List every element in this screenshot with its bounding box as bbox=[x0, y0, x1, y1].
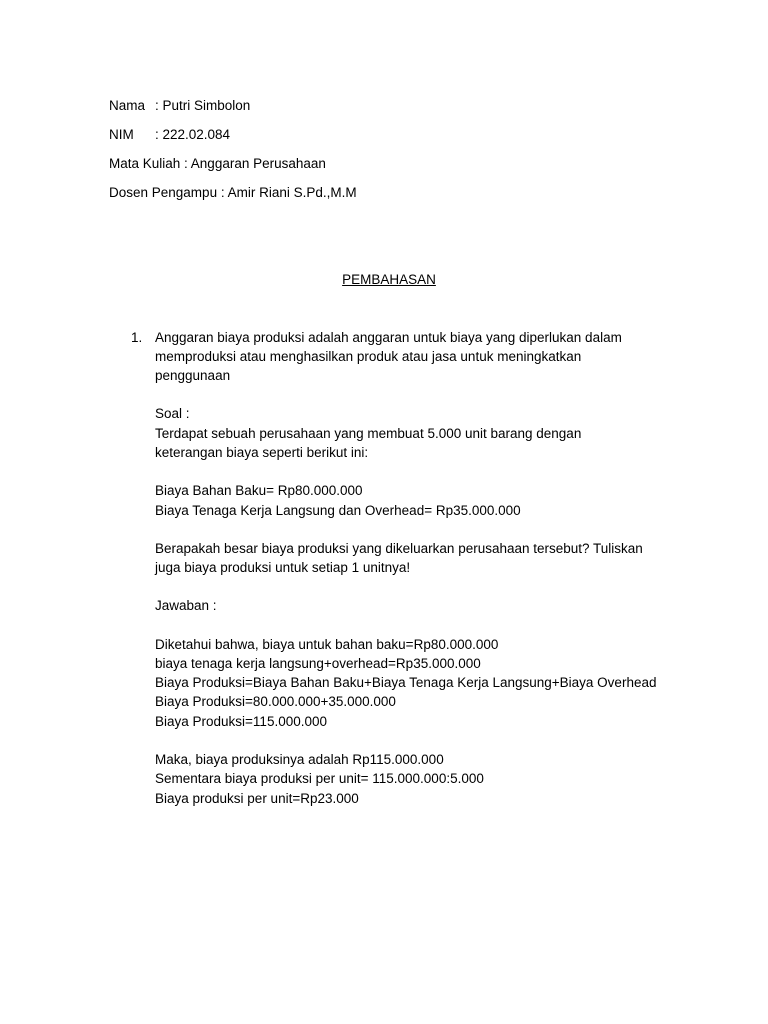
kesimpulan-line: Sementara biaya produksi per unit= 115.000.000:5.000 bbox=[155, 771, 484, 786]
header-mata-kuliah: Mata Kuliah : Anggaran Perusahaan bbox=[109, 156, 326, 171]
pertanyaan-line: juga biaya produksi untuk setiap 1 unitnya! bbox=[155, 560, 411, 575]
pertanyaan-line: Berapakah besar biaya produksi yang dikeluarkan perusahaan tersebut? Tuliskan bbox=[155, 541, 643, 556]
diketahui-line: Biaya Produksi=115.000.000 bbox=[155, 714, 327, 729]
header-nim bbox=[109, 125, 230, 144]
diketahui-line: Diketahui bahwa, biaya untuk bahan baku=Rp80.000.000 bbox=[155, 637, 499, 652]
definition-line: Anggaran biaya produksi adalah anggaran untuk biaya yang diperlukan dalam bbox=[155, 330, 622, 345]
soal-label: Soal : bbox=[155, 406, 190, 421]
definition-line: memproduksi atau menghasilkan produk atau jasa untuk meningkatkan bbox=[155, 349, 582, 364]
nim-label: NIM bbox=[109, 127, 134, 142]
list-number: 1. bbox=[131, 330, 143, 345]
biaya-line: Biaya Bahan Baku= Rp80.000.000 bbox=[155, 483, 363, 498]
header-dosen: Dosen Pengampu : Amir Riani S.Pd.,M.M bbox=[109, 185, 357, 200]
section-title: PEMBAHASAN bbox=[342, 272, 436, 287]
diketahui-line: Biaya Produksi=80.000.000+35.000.000 bbox=[155, 694, 396, 709]
nama-label: Nama bbox=[109, 98, 146, 113]
soal-line: keterangan biaya seperti berikut ini: bbox=[155, 445, 369, 460]
diketahui-line: biaya tenaga kerja langsung+overhead=Rp35.000.000 bbox=[155, 656, 481, 671]
header-nama bbox=[109, 96, 250, 115]
jawaban-label: Jawaban : bbox=[155, 598, 217, 613]
soal-line: Terdapat sebuah perusahaan yang membuat 5.000 unit barang dengan bbox=[155, 426, 582, 441]
kesimpulan-line: Biaya produksi per unit=Rp23.000 bbox=[155, 791, 359, 806]
diketahui-line: Biaya Produksi=Biaya Bahan Baku+Biaya Tenaga Kerja Langsung+Biaya Overhead bbox=[155, 675, 657, 690]
nim-value: : 222.02.084 bbox=[155, 127, 231, 142]
nama-value: : Putri Simbolon bbox=[155, 98, 251, 113]
biaya-line: Biaya Tenaga Kerja Langsung dan Overhead= Rp35.000.000 bbox=[155, 503, 521, 518]
kesimpulan-line: Maka, biaya produksinya adalah Rp115.000.000 bbox=[155, 752, 444, 767]
definition-line: penggunaan bbox=[155, 368, 231, 383]
